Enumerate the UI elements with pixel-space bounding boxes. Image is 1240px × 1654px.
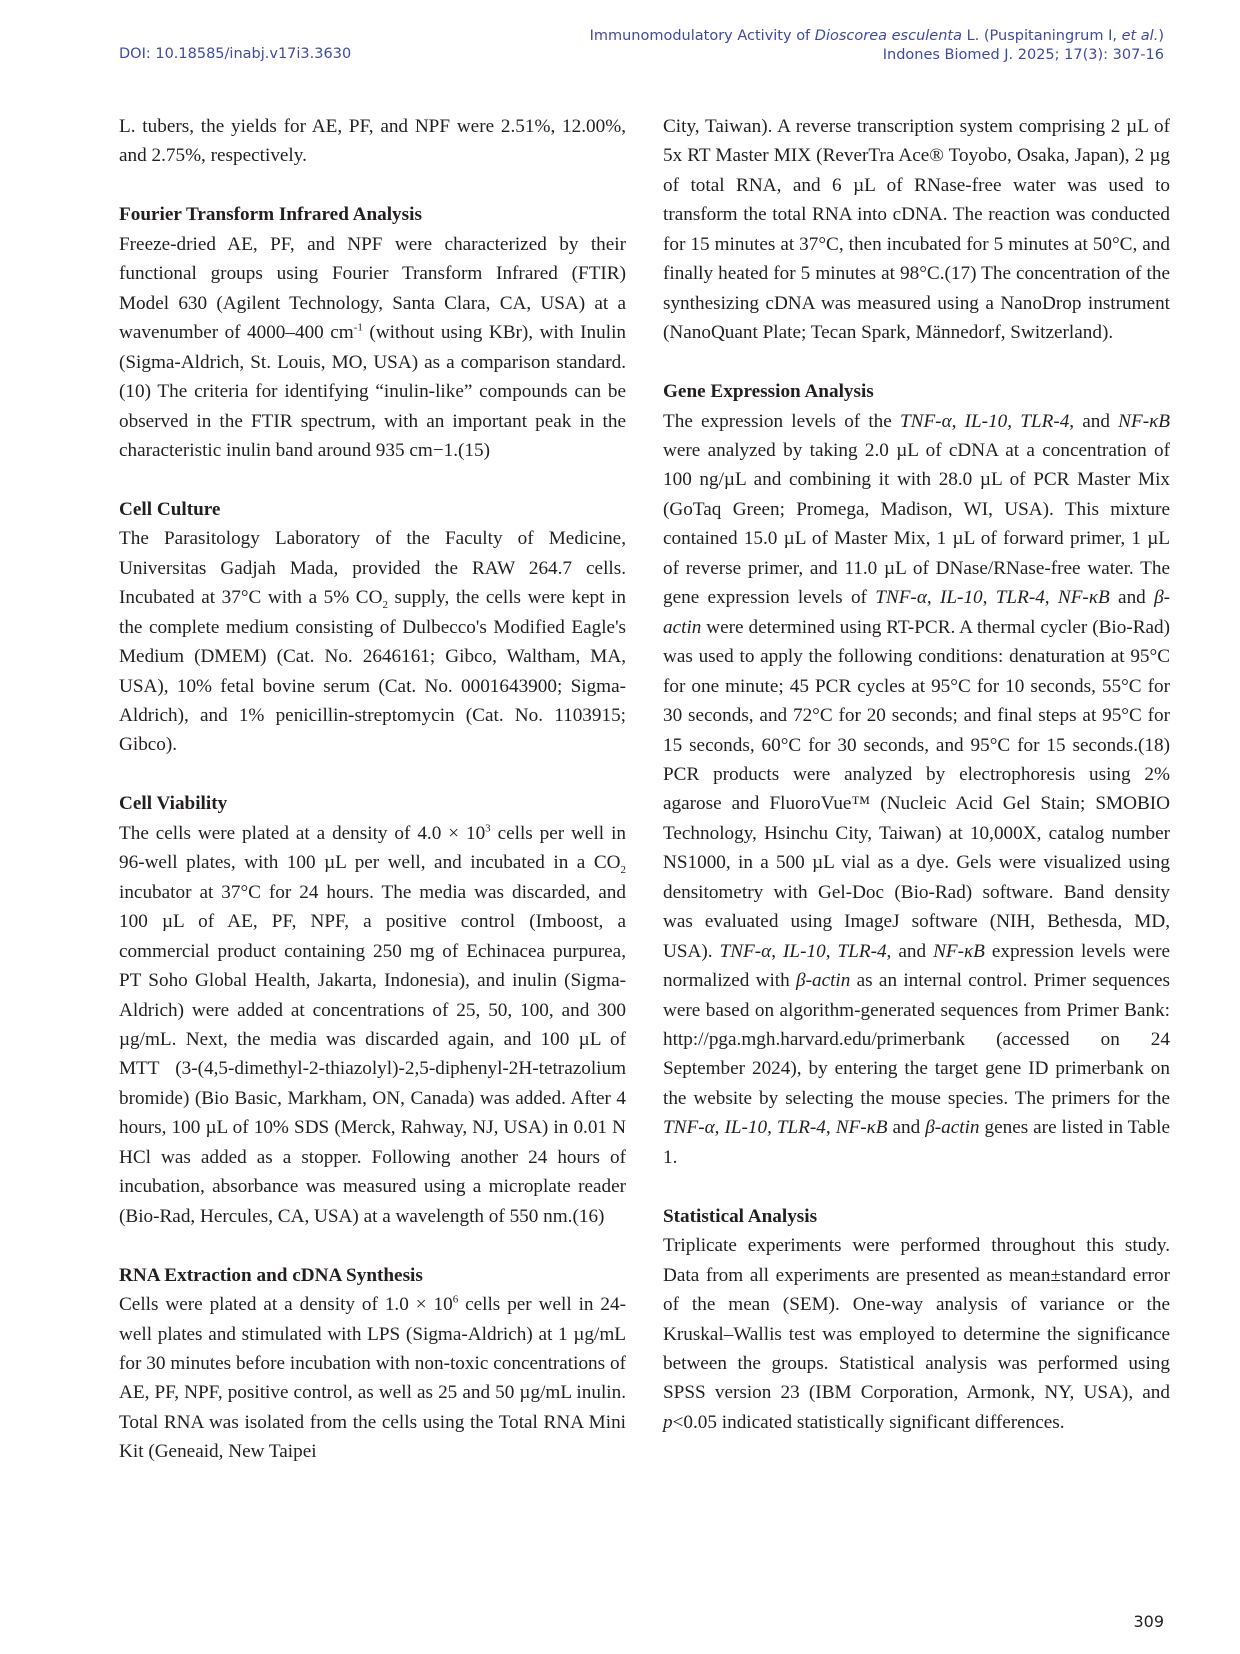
running-header [590, 27, 1164, 65]
title-close: ) [1158, 28, 1164, 44]
running-title [590, 27, 1164, 46]
journal-citation: Indones Biomed J. 2025; 17(3): 307-16 [882, 47, 1164, 63]
page-number: 309 [1133, 1612, 1164, 1631]
right-column [663, 112, 1170, 1437]
intro-paragraph: L. tubers, the yields for AE, PF, and NPF were 2.51%, 12.00%, and 2.75%, respectively. [119, 116, 626, 167]
left-column [119, 112, 626, 1467]
doi-link[interactable]: DOI: 10.18585/inabj.v17i3.3630 [119, 46, 352, 62]
ftir-paragraph: Freeze-dried AE, PF, and NPF were characterized by their functional groups using Fourier Transform Infrared (FTIR) Model 630 (Agilent Technology, Santa Clara, CA, USA) at a wavenumber of 4000–400 $cm^{-1}$ (without using KBr), with Inulin (Sigma-Aldrich, St. Louis, MO, USA) as a comparison standard.(10) The criteria for identifying “inulin-like” compounds can be observed in the FTIR spectrum, with an important peak in the characteristic inulin band around 935 cm−1.(15) [119, 233, 626, 461]
section-heading-statistics: Statistical Analysis [663, 1205, 818, 1227]
title-etal: et al. [1121, 28, 1159, 44]
rna-paragraph: Cells were plated at a density of $1.0 \times 10^6$ cells per well in 24-well plates and stimulated with LPS (Sigma-Aldrich) at 1 µg/mL for 30 minutes before incubation with non-toxic concentrations of AE, PF, NPF, positive control, as well as 25 and 50 µg/mL inulin. Total RNA was isolated from the cells using the Total RNA Mini Kit (Geneaid, New Taipei [119, 1293, 627, 1463]
title-prefix: Immunomodulatory Activity of [589, 28, 815, 44]
title-species: Dioscorea esculenta [814, 28, 962, 44]
cell-culture-paragraph: The Parasitology Laboratory of the Faculty of Medicine, Universitas Gadjah Mada, provided the RAW 264.7 cells. Incubated at 37°C with a 5% $CO_2$ supply, the cells were kept in the complete medium consisting of Dulbecco's Modified Eagle's Medium (DMEM) (Cat. No. 2646161; Gibco, Waltham, MA, USA), 10% fetal bovine serum (Cat. No. 0001643900; Sigma-Aldrich), and 1% penicillin-streptomycin (Cat. No. 1103915; Gibco). [119, 528, 626, 756]
section-heading-cell-viability: Cell Viability [119, 793, 228, 815]
cell-viability-paragraph: The cells were plated at a density of $4.0 \times 10^3$ cells per well in 96-well plates, with 100 µL per well, and incubated in a $CO_2$ incubator at 37°C for 24 hours. The media was discarded, and 100 µL of AE, PF, NPF, a positive control (Imboost, a commercial product containing 250 mg of Echinacea purpurea, PT Soho Global Health, Jakarta, Indonesia), and inulin (Sigma-Aldrich) were added at concentrations of 25, 50, 100, and 300 µg/mL. Next, the media was discarded again, and 100 µL of MTT (3-(4,5-dimethyl-2-thiazolyl)-2,5-diphenyl-2H-tetrazolium bromide) (Bio Basic, Markham, ON, Canada) was added. After 4 hours, 100 µL of 10% SDS (Merck, Rahway, NJ, USA) in 0.01 N HCl was added as a stopper. Following another 24 hours of incubation, absorbance was measured using a microplate reader (Bio-Rad, Hercules, CA, USA) at a wavelength of 550 nm.(16) [119, 822, 626, 1227]
section-heading-rna: RNA Extraction and cDNA Synthesis [119, 1264, 423, 1286]
gene-expression-paragraph: The expression levels of the TNF-α, IL-10, TLR-4, and NF-κB were analyzed by taking 2.0 µL of cDNA at a concentration of 100 ng/µL and combining it with 28.0 µL of PCR Master Mix (GoTaq Green; Promega, Madison, WI, USA). This mixture contained 15.0 µL of Master Mix, 1 µL of forward primer, 1 µL of reverse primer, and 11.0 µL of DNase/RNase-free water. The gene expression levels of TNF-α, IL-10, TLR-4, NF-κB and β-actin were determined using RT-PCR. A thermal cycler (Bio-Rad) was used to apply the following conditions: denaturation at 95°C for one minute; 45 PCR cycles at 95°C for 10 seconds, 55°C for 30 seconds, and 72°C for 20 seconds; and final steps at 95°C for 15 seconds, 60°C for 30 seconds, and 95°C for 15 seconds.(18) PCR products were analyzed by electrophoresis using 2% agarose and FluoroVue™ (Nucleic Acid Gel Stain; SMOBIO Technology, Hsinchu City, Taiwan) at 10,000X, catalog number NS1000, in a 500 µL vial as a dye. Gels were visualized using densitometry with Gel-Doc (Bio-Rad) software. Band density was evaluated using ImageJ software (NIH, Bethesda, MD, USA). TNF-α, IL-10, TLR-4, and NF-κB expression levels were normalized with β-actin as an internal control. Primer sequences were based on algorithm-generated sequences from Primer Bank: http://pga.mgh.harvard.edu/primerbank (accessed on 24 September 2024), by entering the target gene ID primerbank on the website by selecting the mouse species. The primers for the TNF-α, IL-10, TLR-4, NF-κB and β-actin genes are listed in Table 1. [663, 410, 1171, 1168]
section-heading-gene-expression: Gene Expression Analysis [663, 381, 874, 403]
title-suffix: L. (Puspitaningrum I, [961, 28, 1122, 44]
statistics-paragraph: Triplicate experiments were performed throughout this study. Data from all experiments are presented as mean±standard error of the mean (SEM). One-way analysis of variance or the Kruskal–Wallis test was employed to determine the significance between the groups. Statistical analysis was performed using SPSS version 23 (IBM Corporation, Armonk, NY, USA), and p<0.05 indicated statistically significant differences. [663, 1235, 1170, 1433]
section-heading-cell-culture: Cell Culture [119, 498, 221, 520]
rna-continued-paragraph: City, Taiwan). A reverse transcription system comprising 2 µL of 5x RT Master MIX (ReverTra Ace® Toyobo, Osaka, Japan), 2 µg of total RNA, and 6 µL of RNase-free water was used to transform the total RNA into cDNA. The reaction was conducted for 15 minutes at 37°C, then incubated for 5 minutes at 50°C, and finally heated for 5 minutes at 98°C.(17) The concentration of the synthesizing cDNA was measured using a NanoDrop instrument (NanoQuant Plate; Tecan Spark, Männedorf, Switzerland). [663, 116, 1170, 344]
section-heading-ftir: Fourier Transform Infrared Analysis [119, 204, 422, 226]
